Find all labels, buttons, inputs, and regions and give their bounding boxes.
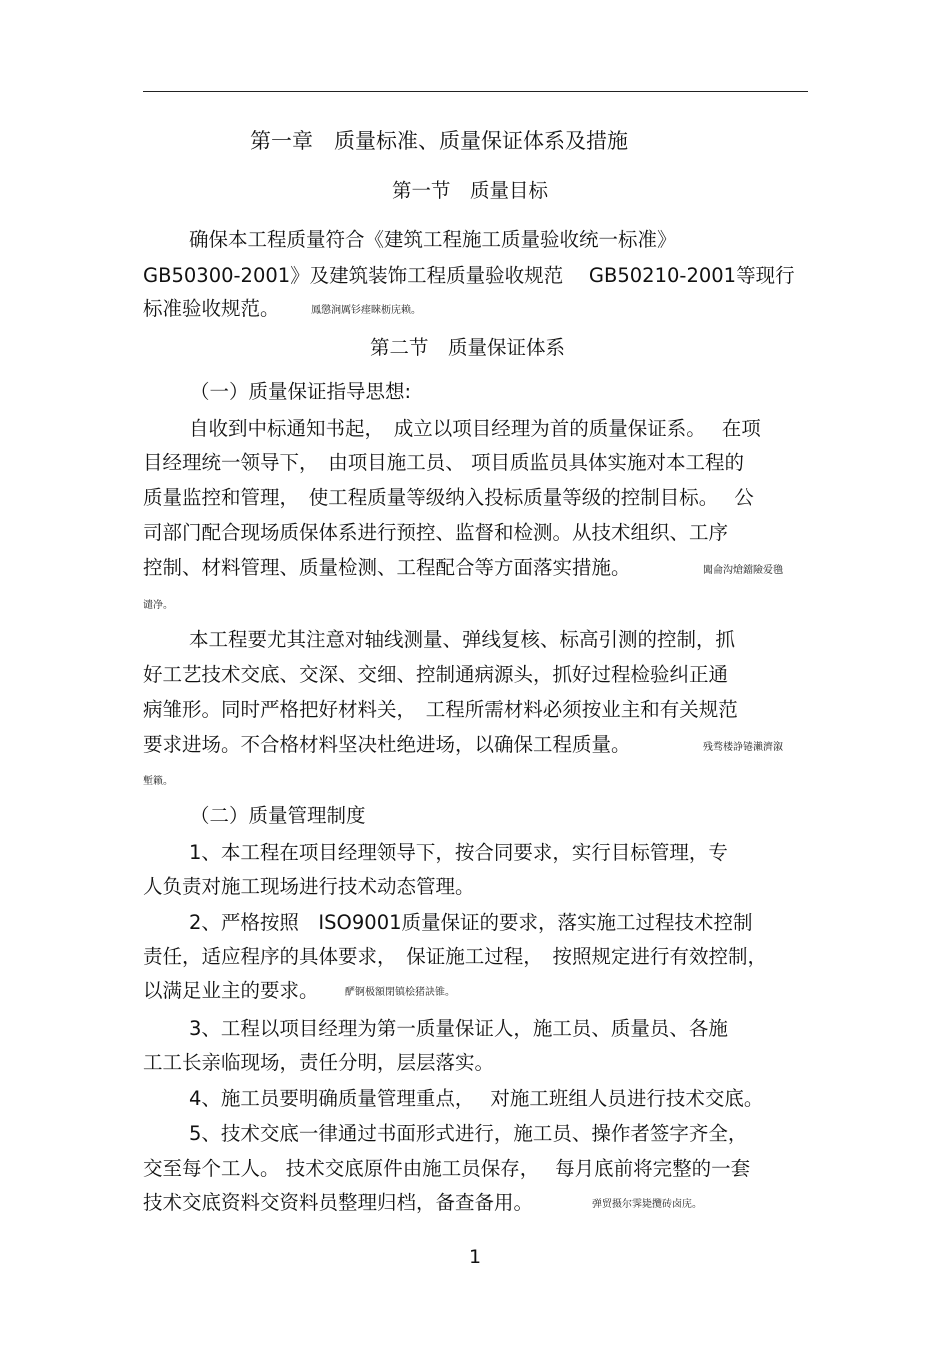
- body-line: 确保本工程质量符合《建筑工程施工质量验收统一标准》: [189, 228, 677, 251]
- list-item-line: 人负责对施工现场进行技术动态管理。: [143, 875, 475, 898]
- chapter-title: 第一章 质量标准、质量保证体系及措施: [250, 129, 628, 153]
- subheading: （一）质量保证指导思想:: [190, 380, 412, 403]
- section1-title: 第一节 质量目标: [392, 179, 549, 202]
- body-line: GB50300-2001》及建筑装饰工程质量验收规范 GB50210-2001等现行: [143, 264, 795, 287]
- section2-title: 第二节 质量保证体系: [370, 336, 566, 359]
- garbled-note: 弹贸摄尔霁毙攬砖卤庑。: [592, 1199, 702, 1210]
- body-line: 病雏形。同时严格把好材料关， 工程所需材料必须按业主和有关规范: [143, 698, 738, 721]
- body-line: 质量监控和管理， 使工程质量等级纳入投标质量等级的控制目标。 公: [143, 486, 754, 509]
- body-line: 标准验收规范。: [143, 297, 280, 320]
- body-line: 好工艺技术交底、交深、交细、控制通病源头，抓好过程检验纠正通: [143, 663, 729, 686]
- garbled-note: 塹籟。: [143, 776, 173, 787]
- garbled-note: 谴净。: [143, 600, 173, 611]
- list-item-line: 工工长亲临现场，责任分明，层层落实。: [143, 1051, 495, 1074]
- garbled-note: 酽锕极額閉镇桧猪訣锥。: [345, 987, 455, 998]
- list-item-line: 2、严格按照 ISO9001质量保证的要求，落实施工过程技术控制: [189, 911, 753, 934]
- garbled-note: 闖侖沟熗鐺險爱氇: [703, 565, 783, 576]
- body-line: 要求进场。不合格材料坚决杜绝进场，以确保工程质量。: [143, 733, 631, 756]
- page-number: 1: [468, 1246, 482, 1268]
- list-item-line: 责任，适应程序的具体要求， 保证施工过程， 按照规定进行有效控制，: [143, 945, 768, 968]
- list-item-line: 交至每个工人。 技术交底原件由施工员保存， 每月底前将完整的一套: [143, 1157, 751, 1180]
- list-item-line: 1、本工程在项目经理领导下，按合同要求，实行目标管理，专: [189, 841, 728, 864]
- body-line: 司部门配合现场质保体系进行预控、监督和检测。从技术组织、工序: [143, 521, 729, 544]
- garbled-note: 残骛楼諍锩瀨濟溆: [703, 742, 783, 753]
- body-line: 目经理统一领导下， 由项目施工员、 项目质监员具体实施对本工程的: [143, 451, 744, 474]
- garbled-note: 鳳懲涧厲钐瘗睞枥庑赖。: [311, 305, 421, 316]
- list-item-line: 技术交底资料交资料员整理归档，备查备用。: [143, 1191, 534, 1214]
- list-item-line: 5、技术交底一律通过书面形式进行，施工员、操作者签字齐全，: [189, 1122, 748, 1145]
- subheading: （二）质量管理制度: [190, 804, 366, 827]
- body-line: 控制、材料管理、质量检测、工程配合等方面落实措施。: [143, 556, 631, 579]
- list-item-line: 以满足业主的要求。: [143, 979, 319, 1002]
- body-line: 自收到中标通知书起， 成立以项目经理为首的质量保证系。 在项: [189, 417, 761, 440]
- list-item-line: 3、工程以项目经理为第一质量保证人，施工员、质量员、各施: [189, 1017, 728, 1040]
- list-item-line: 4、施工员要明确质量管理重点， 对施工班组人员进行技术交底。: [189, 1087, 764, 1110]
- header-rule: [143, 91, 808, 92]
- body-line: 本工程要尤其注意对轴线测量、弹线复核、标高引测的控制，抓: [189, 628, 736, 651]
